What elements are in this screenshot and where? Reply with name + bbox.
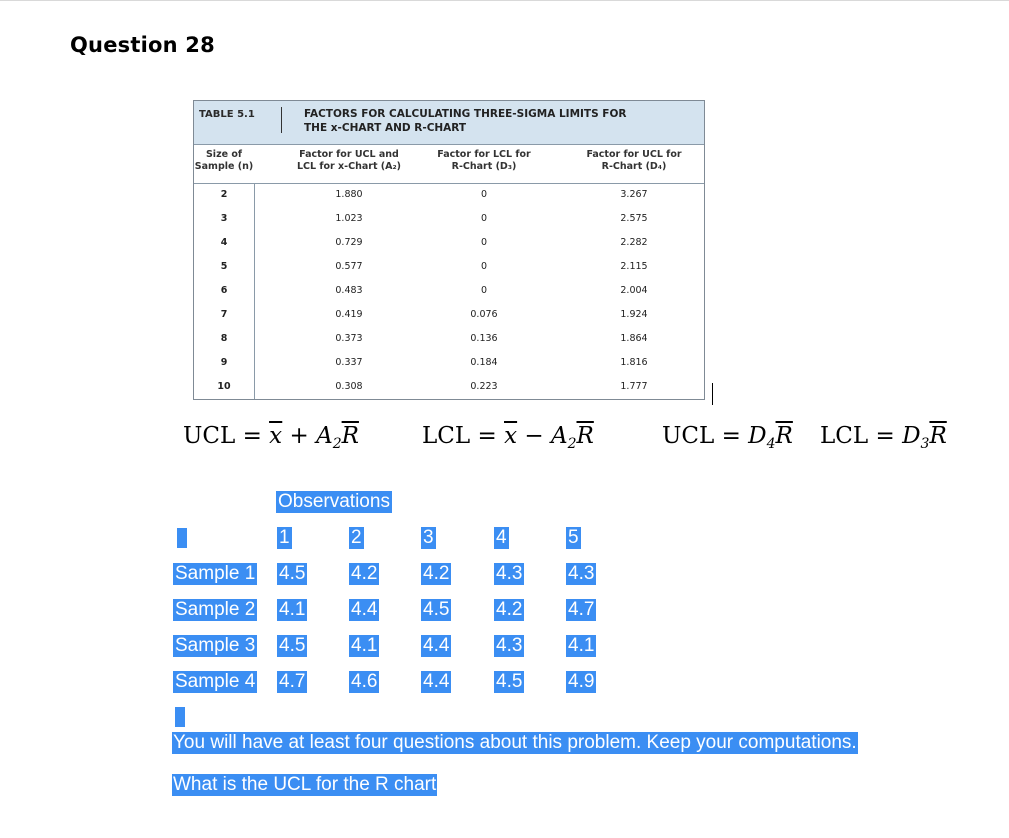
question-prompt[interactable]: What is the UCL for the R chart — [173, 774, 437, 795]
sample-value[interactable]: 4.5 — [496, 671, 523, 692]
table-row: 4 0.729 0 2.282 — [220, 237, 648, 248]
formula-lcl-r: LCL = $D_3\overline{R}$ — [820, 423, 947, 452]
table-row: 8 0.373 0.136 1.864 — [220, 333, 648, 344]
sample-value[interactable]: 4.5 — [279, 563, 306, 584]
sample-value[interactable]: 4.6 — [351, 671, 378, 692]
col-header-d4: Factor for UCL for R-Chart (D₄) — [586, 149, 682, 172]
table-row: 6 0.483 0 2.004 — [220, 285, 648, 296]
col-header-n: Size of Sample (n) — [194, 149, 254, 172]
table-row: 3 1.023 0 2.575 — [220, 213, 648, 224]
formula-ucl-x: UCL = $x + A_2\overline{R}$ — [183, 423, 359, 452]
sample-value[interactable]: 4.9 — [568, 671, 595, 692]
selection-blank — [175, 707, 185, 727]
sample-value[interactable]: 4.5 — [423, 599, 450, 620]
factor-table-header — [194, 101, 704, 145]
sample-value[interactable]: 4.4 — [423, 635, 450, 656]
table-row: 9 0.337 0.184 1.816 — [220, 357, 648, 368]
observations-title[interactable]: Observations — [278, 491, 390, 512]
sample-value[interactable]: 4.2 — [496, 599, 523, 620]
sample-label[interactable]: Sample 3 — [175, 635, 256, 656]
col-header-a2: Factor for UCL and LCL for x-Chart (A₂) — [297, 149, 401, 172]
sample-value[interactable]: 4.2 — [351, 563, 378, 584]
table-number: TABLE 5.1 — [199, 109, 255, 120]
formula-lcl-x: LCL = $x - A_2\overline{R}$ — [422, 423, 594, 452]
text-cursor — [712, 383, 713, 405]
sample-label[interactable]: Sample 2 — [175, 599, 256, 620]
formula-ucl-r: UCL = $D_4\overline{R}$ — [662, 423, 793, 452]
column-header[interactable]: 1 — [279, 527, 290, 548]
sample-value[interactable]: 4.3 — [568, 563, 595, 584]
sample-value[interactable]: 4.2 — [423, 563, 450, 584]
title-separator — [281, 107, 282, 133]
table-title-line2: THE x-CHART AND R-CHART — [304, 122, 467, 134]
sample-value[interactable]: 4.1 — [568, 635, 595, 656]
sample-value[interactable]: 4.4 — [351, 599, 378, 620]
sample-value[interactable]: 4.1 — [279, 599, 306, 620]
sample-value[interactable]: 4.3 — [496, 563, 523, 584]
column-header[interactable]: 5 — [568, 527, 579, 548]
factor-table — [193, 100, 705, 400]
column-header[interactable]: 2 — [351, 527, 362, 548]
sample-value[interactable]: 4.7 — [568, 599, 595, 620]
question-title: Question 28 — [70, 33, 215, 57]
sample-value[interactable]: 4.3 — [496, 635, 523, 656]
column-header[interactable]: 3 — [423, 527, 434, 548]
sample-value[interactable]: 4.4 — [423, 671, 450, 692]
table-row: 7 0.419 0.076 1.924 — [220, 309, 648, 320]
header-divider — [194, 183, 704, 184]
sample-value[interactable]: 4.5 — [279, 635, 306, 656]
table-row: 10 0.308 0.223 1.777 — [217, 381, 648, 392]
instructions-text[interactable]: You will have at least four questions about this problem. Keep your computations. — [173, 732, 857, 753]
table-row: 2 1.880 0 3.267 — [220, 189, 648, 200]
xbar-bar: x — [269, 423, 283, 449]
table-title-line1: FACTORS FOR CALCULATING THREE-SIGMA LIMITS FOR — [304, 108, 627, 120]
col-header-d3: Factor for LCL for R-Chart (D₃) — [437, 149, 531, 172]
column-header[interactable]: 4 — [496, 527, 507, 548]
top-divider — [0, 0, 1009, 1]
sample-value[interactable]: 4.7 — [279, 671, 306, 692]
table-row: 5 0.577 0 2.115 — [220, 261, 648, 272]
sample-label[interactable]: Sample 4 — [175, 671, 256, 692]
selection-blank — [177, 528, 187, 548]
sample-label[interactable]: Sample 1 — [175, 563, 256, 584]
table-title — [304, 107, 694, 135]
sample-value[interactable]: 4.1 — [351, 635, 378, 656]
